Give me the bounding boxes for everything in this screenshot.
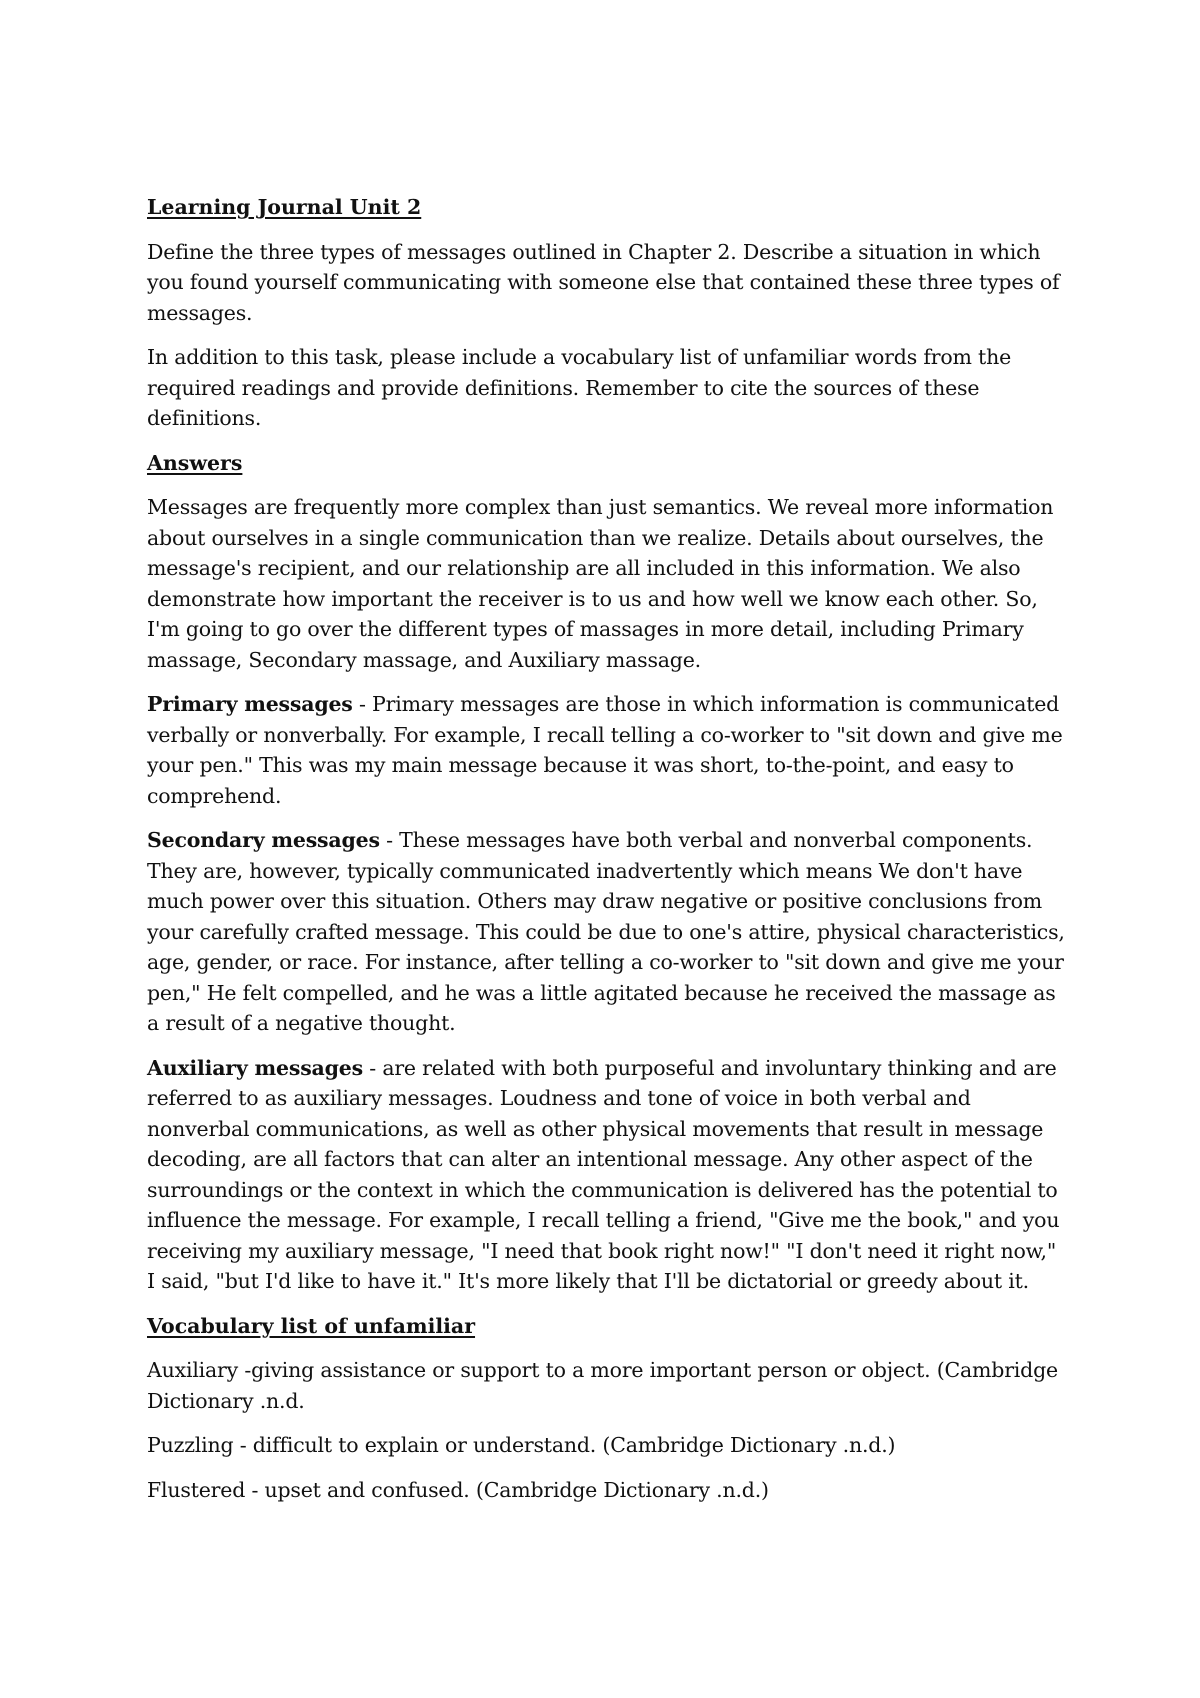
primary-messages-term: Primary messages bbox=[147, 692, 353, 716]
vocab-item: Flustered - upset and confused. (Cambridge Dictionary .n.d.) bbox=[147, 1477, 769, 1502]
secondary-messages-term: Secondary messages bbox=[147, 828, 380, 852]
auxiliary-messages-term: Auxiliary messages bbox=[147, 1055, 363, 1080]
vocabulary-heading: Vocabulary list of unfamiliar bbox=[147, 1313, 476, 1338]
auxiliary-messages-paragraph bbox=[147, 1053, 1067, 1297]
prompt-paragraph-2: In addition to this task, please include a vocabulary list of unfamiliar words from the required readings and provide definitions. Remember to cite the sources of these definitions. bbox=[147, 345, 1012, 430]
document-title: Learning Journal Unit 2 bbox=[147, 195, 422, 219]
document-page bbox=[147, 192, 1067, 1519]
intro-paragraph: Messages are frequently more complex than just semantics. We reveal more information about ourselves in a single communication than we realize. Details about ourselves, the message's recipient, and our relationship are all included in this information. We also demonstrate how important the receiver is to us and how well we know each other. So, I'm going to go over the different types of massages in more detail, including Primary massage, Secondary massage, and Auxiliary massage. bbox=[147, 495, 1054, 672]
vocab-item: Puzzling - difficult to explain or understand. (Cambridge Dictionary .n.d.) bbox=[147, 1433, 896, 1457]
secondary-messages-text: - These messages have both verbal and nonverbal components. They are, however, typically communicated inadvertently which means We don't have much power over this situation. Others may draw negative or positive conclusions from your carefully crafted message. This could be due to one's attire, physical characteristics, age, gender, or race. For instance, after telling a co-worker to "sit down and give me your pen," He felt compelled, and he was a little agitated because he received the massage as a result of a negative thought. bbox=[147, 828, 1065, 1035]
secondary-messages-paragraph bbox=[147, 825, 1067, 1039]
prompt-paragraph-1: Define the three types of messages outlined in Chapter 2. Describe a situation in which you found yourself communicating with someone else that contained these three types of messages. bbox=[147, 239, 1060, 325]
primary-messages-text: - Primary messages are those in which information is communicated verbally or nonverbally. For example, I recall telling a co-worker to "sit down and give me your pen." This was my main message because it was short, to-the-point, and easy to comprehend. bbox=[147, 692, 1063, 808]
vocab-item: Auxiliary -giving assistance or support to a more important person or object. (Cambridge Dictionary .n.d. bbox=[147, 1358, 1058, 1413]
primary-messages-paragraph bbox=[147, 689, 1067, 811]
auxiliary-messages-text: - are related with both purposeful and involuntary thinking and are referred to as auxiliary messages. Loudness and tone of voice in both verbal and nonverbal communications, as well as other physical movements that result in message decoding, are all factors that can alter an intentional message. Any other aspect of the surroundings or the context in which the communication is delivered has the potential to influence the message. For example, I recall telling a friend, "Give me the book," and you receiving my auxiliary message, "I need that book right now!" "I don't need it right now," I said, "but I'd like to have it." It's more likely that I'll be dictatorial or greedy about it. bbox=[147, 1055, 1060, 1293]
answers-heading: Answers bbox=[147, 450, 243, 475]
